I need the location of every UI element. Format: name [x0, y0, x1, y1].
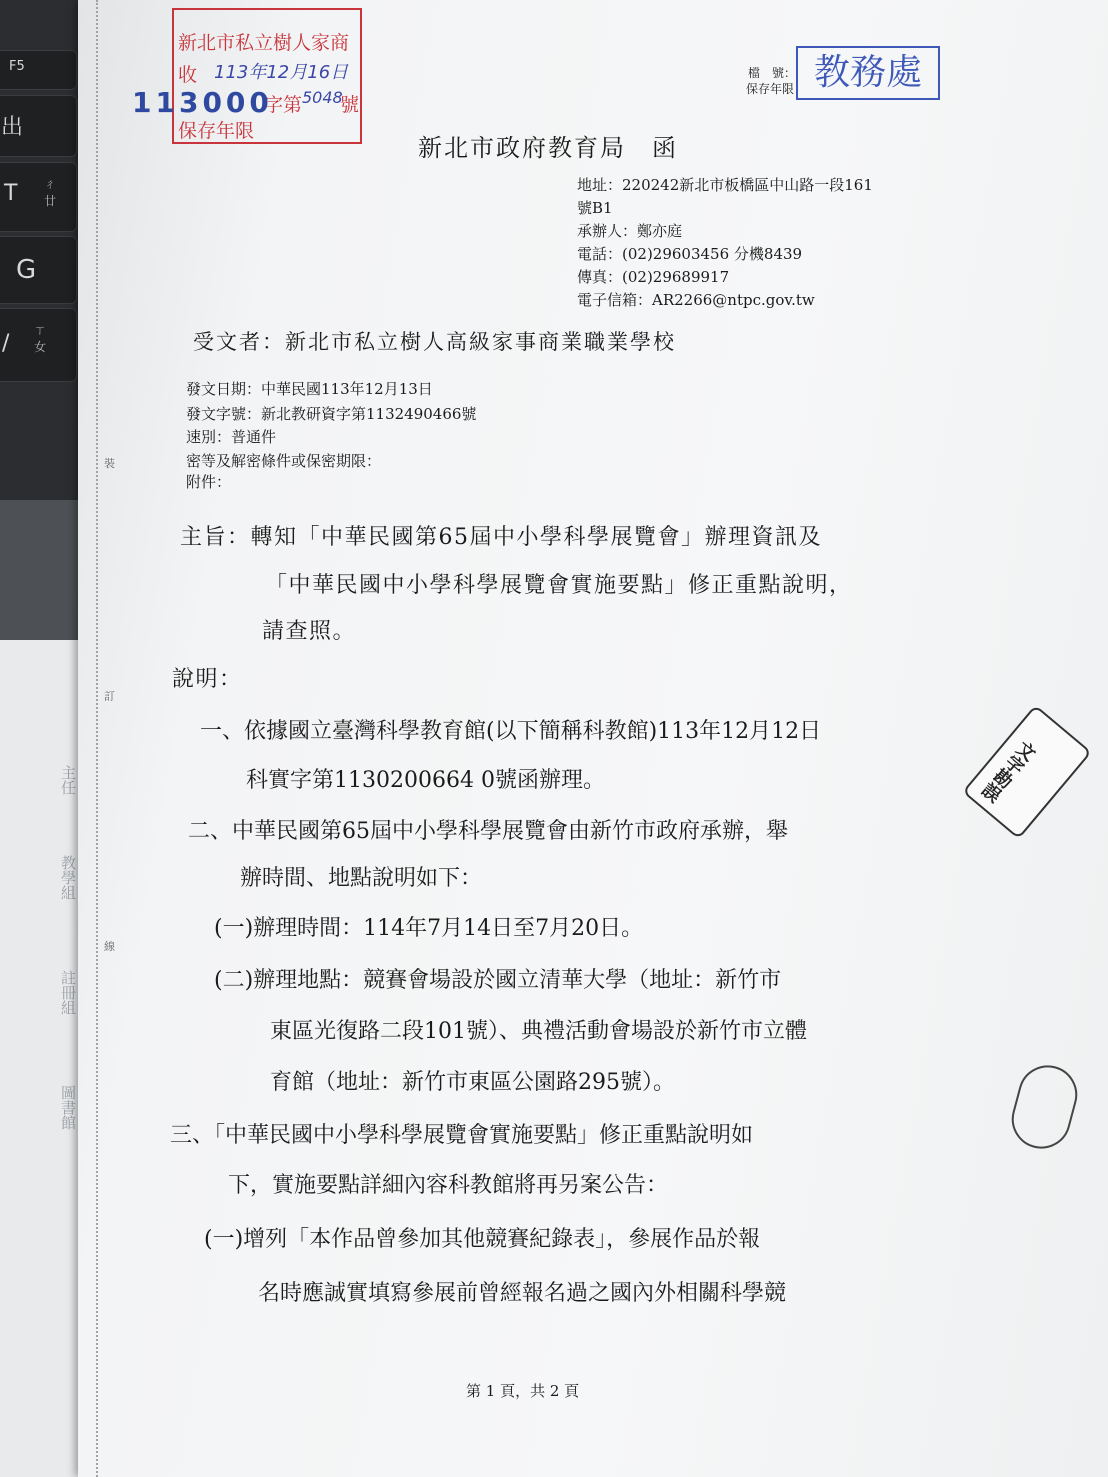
contact-address: 地址：220242新北市板橋區中山路一段161 — [577, 176, 873, 194]
contact-fax: 傳真：(02)29689917 — [577, 268, 730, 286]
stamp-word-label: 字第 — [264, 94, 303, 116]
keyboard-key-t: T ㄔ 廿 — [0, 162, 77, 232]
delivery-speed: 速別：普通件 — [186, 428, 277, 446]
academic-affairs-stamp: 教務處 — [796, 46, 940, 100]
subject-line-2: 「中華民國中小學科學展覽會實施要點」修正重點說明， — [265, 573, 853, 598]
explanation-line: 名時應誠實填寫參展前曾經報名過之國內外相關科學競 — [258, 1281, 787, 1306]
routing-label-teaching: 教學組 — [59, 855, 77, 900]
recipient: 受文者：新北市私立樹人高級家事商業職業學校 — [193, 330, 676, 354]
explanation-line: (一)增列「本作品曾參加其他競賽紀錄表」，參展作品於報 — [204, 1227, 761, 1252]
explanation-heading: 說明： — [172, 667, 243, 692]
contact-address-cont: 號B1 — [577, 199, 613, 217]
explanation-line: (二)辦理地點：競賽會場設於國立清華大學（地址：新竹市 — [214, 968, 782, 993]
stamp-doc-number: 5048 — [302, 88, 343, 107]
binding-label-xian: 線 — [104, 940, 115, 953]
explanation-line: (一)辦理時間：114年7月14日至7月20日。 — [214, 916, 644, 941]
receipt-stamp — [172, 8, 362, 144]
explanation-line: 東區光復路二段101號）、典禮活動會場設於新竹市立體 — [270, 1019, 807, 1044]
keyboard-key-g: G — [0, 236, 77, 304]
explanation-line: 下，實施要點詳細內容科教館將再另案公告： — [228, 1173, 669, 1198]
routing-label-registry: 註冊組 — [59, 970, 77, 1015]
page-number: 第 1 頁，共 2 頁 — [466, 1382, 580, 1400]
keyboard-key-slash: / ㄒ 女 — [0, 308, 77, 382]
explanation-line: 育館（地址：新竹市東區公園路295號）。 — [270, 1070, 675, 1095]
binding-label-ding: 訂 — [104, 690, 115, 703]
explanation-line: 辦時間、地點說明如下： — [240, 866, 483, 891]
attachments: 附件： — [186, 473, 232, 491]
contact-handler: 承辦人：鄭亦庭 — [577, 222, 683, 240]
contact-email: 電子信箱：AR2266@ntpc.gov.tw — [577, 291, 815, 309]
explanation-line: 一、依據國立臺灣科學教育館(以下簡稱科教館)113年12月12日 — [200, 719, 822, 744]
stamp-number-suffix: 號 — [340, 94, 360, 116]
explanation-line: 科實字第1130200664 0號函辦理。 — [246, 768, 605, 793]
issue-doc-number: 發文字號：新北教研資字第1132490466號 — [186, 405, 477, 423]
keyboard-key-f5: F5 — [0, 50, 77, 90]
explanation-line: 三、「中華民國中小學科學展覽會實施要點」修正重點說明如 — [170, 1123, 754, 1148]
routing-label-director: 主任 — [59, 765, 77, 795]
document-title: 新北市政府教育局 函 — [418, 134, 678, 162]
stamp-received-label: 收 — [178, 64, 198, 86]
issue-date: 發文日期：中華民國113年12月13日 — [186, 380, 433, 398]
stamp-received-date: 113年12月16日 — [214, 62, 349, 83]
explanation-line: 二、中華民國第65屆中小學科學展覽會由新竹市政府承辦，舉 — [188, 819, 788, 844]
routing-label-library: 圖書館 — [59, 1085, 77, 1130]
subject-line-3: 請查照。 — [262, 619, 357, 644]
stamp-retention: 保存年限 — [178, 120, 255, 142]
binding-dotted-line — [96, 0, 98, 1477]
receipt-serial-number: 113000 — [132, 86, 273, 119]
contact-phone: 電話：(02)29603456 分機8439 — [577, 245, 803, 263]
secrecy-level: 密等及解密條件或保密期限： — [186, 452, 382, 470]
seal-text: 文字勘誤 — [976, 736, 1040, 805]
keyboard-key-chu: 出 — [0, 95, 77, 157]
stamp-school-name: 新北市私立樹人家商 — [178, 32, 350, 54]
subject-line-1: 主旨：轉知「中華民國第65屆中小學科學展覽會」辦理資訊及 — [180, 525, 822, 550]
binding-label-zhuang: 裝 — [104, 457, 115, 470]
file-number-label: 檔 號： — [748, 66, 797, 80]
retention-label: 保存年限： — [746, 82, 807, 96]
